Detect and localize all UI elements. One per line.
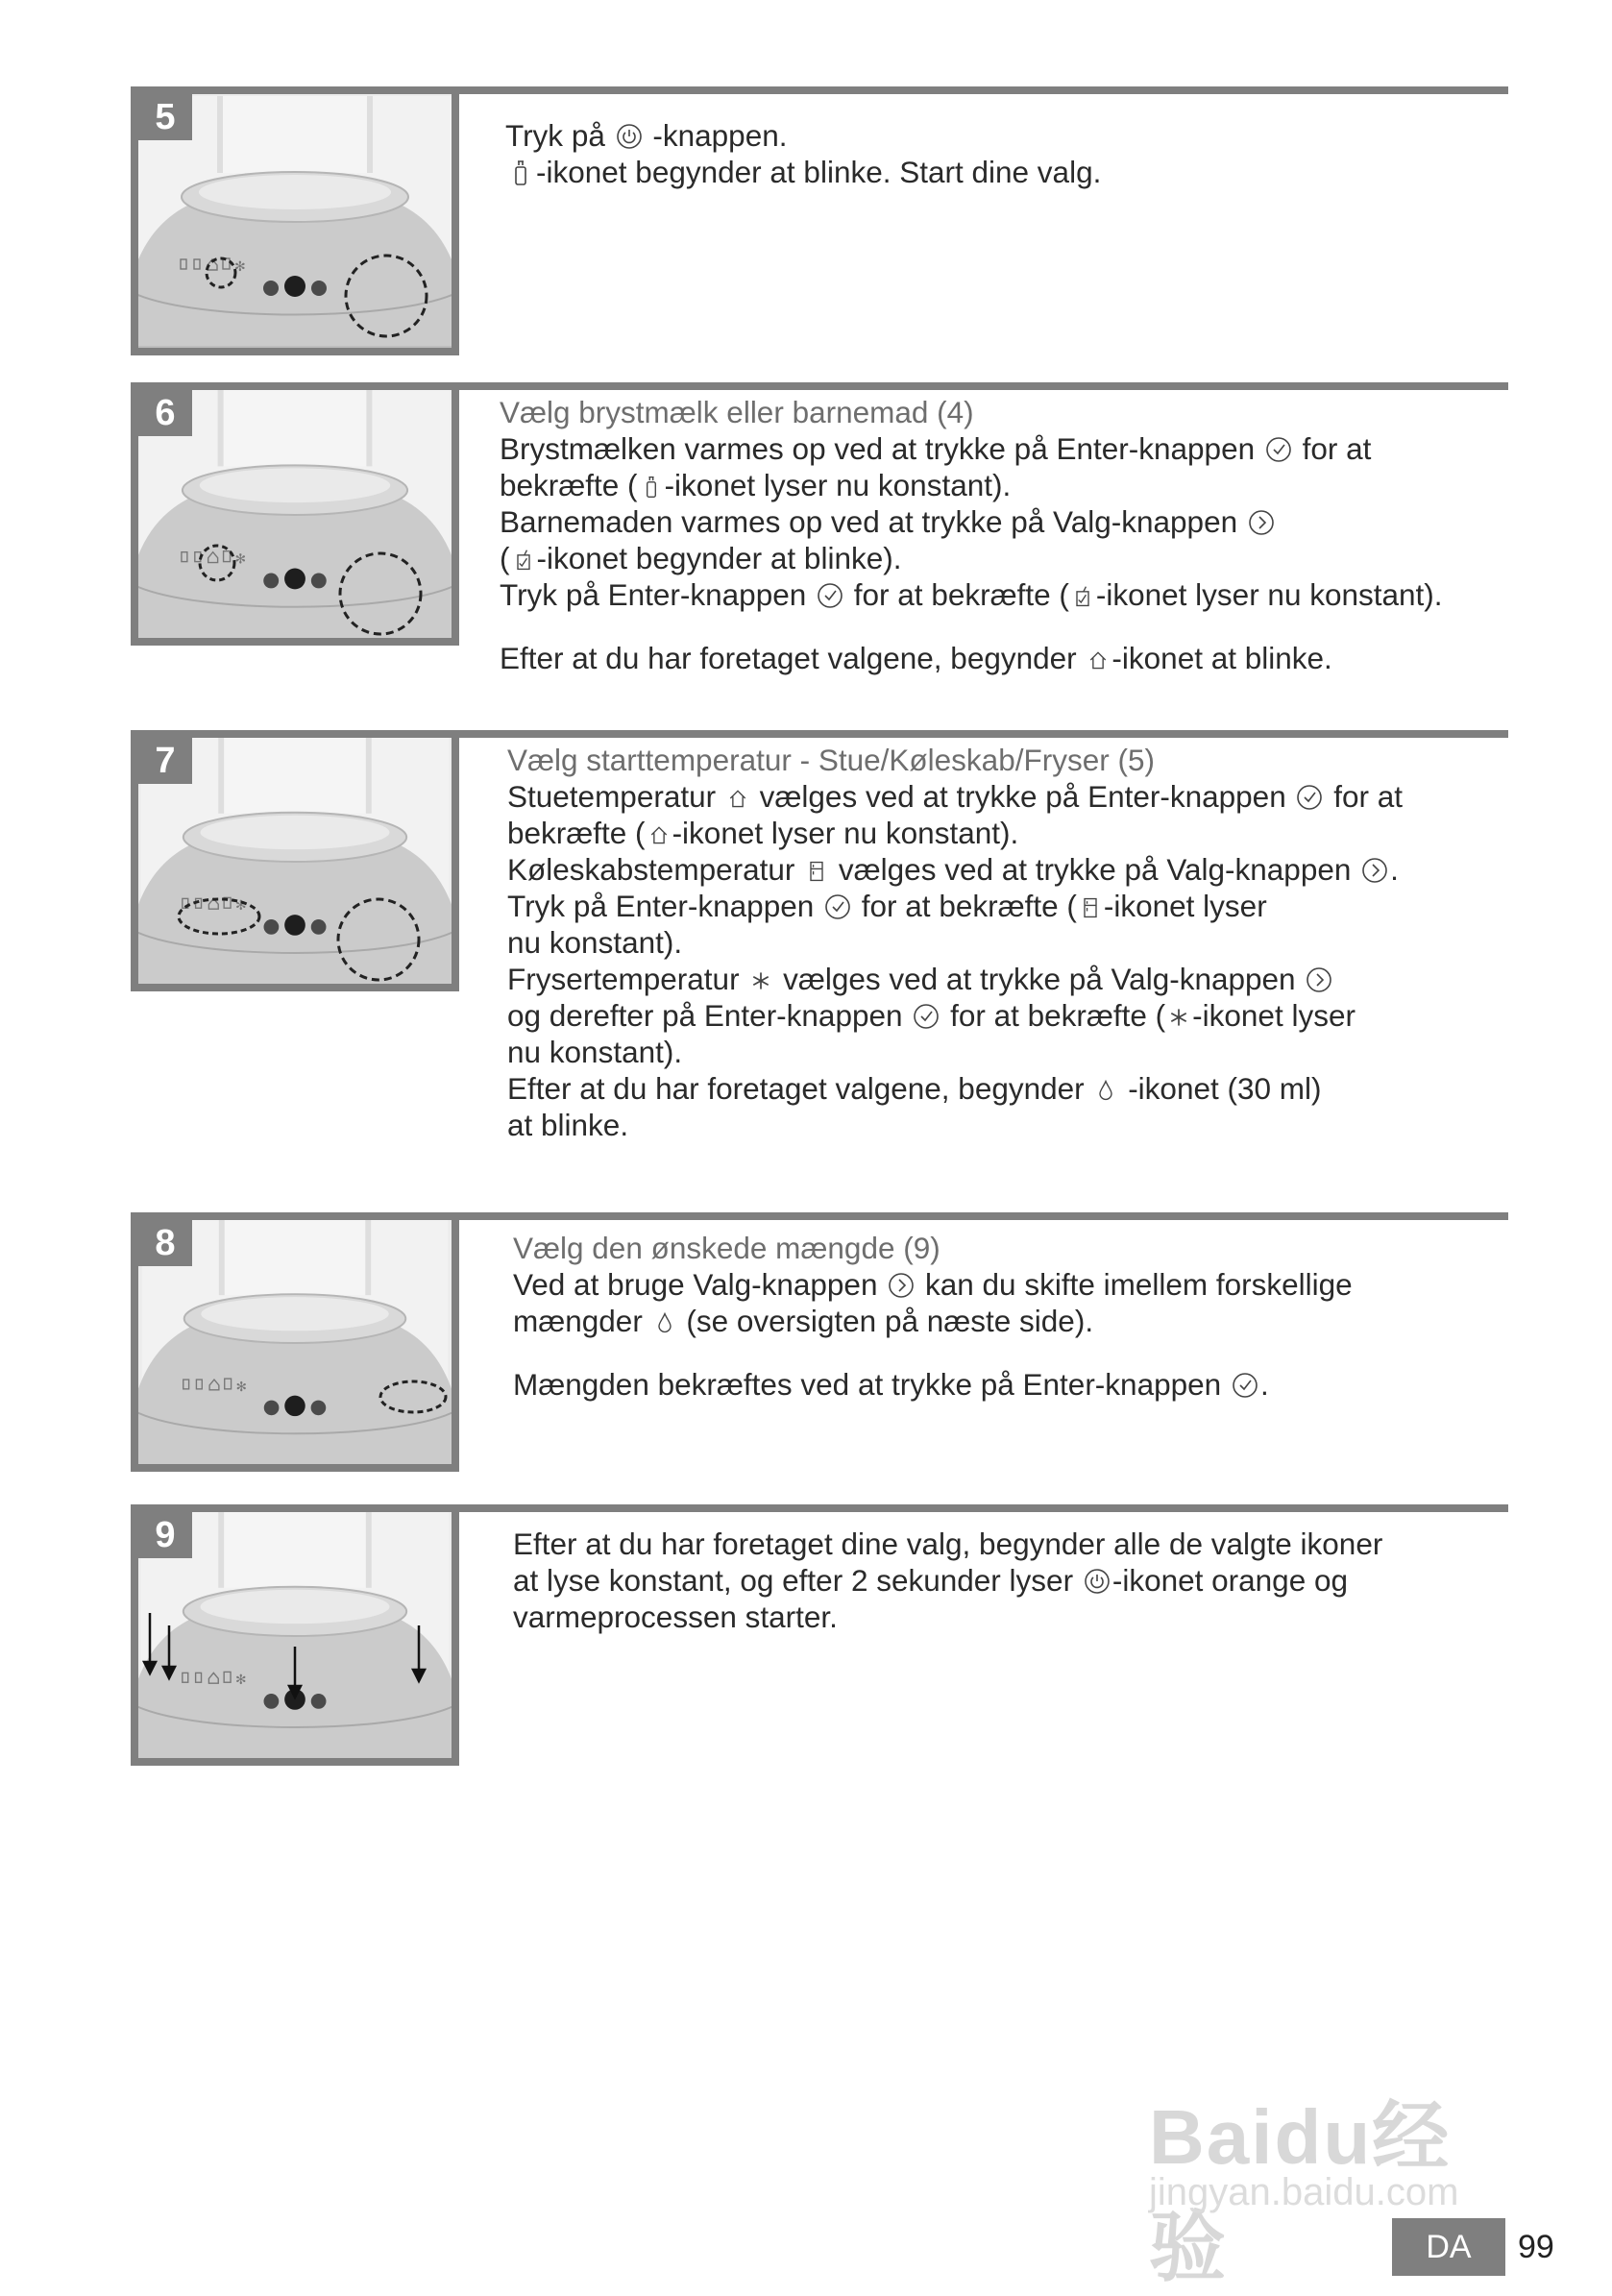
- text-line: nu konstant).: [507, 925, 683, 960]
- text-line: Barnemaden varmes op ved at trykke på Valg-knappen: [500, 503, 1443, 540]
- enter-button-icon: [1265, 436, 1292, 463]
- enter-button-icon: [1296, 784, 1323, 811]
- text-line: Brystmælken varmes op ved at trykke på Enter-knappen for at: [500, 431, 1372, 466]
- select-button-icon: [1306, 966, 1332, 993]
- step-8: [131, 1212, 1508, 1472]
- snowflake-icon: [749, 969, 772, 992]
- text-line: ( -ikonet begynder at blinke).: [500, 541, 902, 575]
- step-5-text: [505, 117, 1101, 190]
- step-9-text: [513, 1526, 1382, 1635]
- text-line: og derefter på Enter-knappen for at bekræfte ( -ikonet lyser: [507, 998, 1356, 1033]
- jar-icon: [1071, 585, 1094, 608]
- enter-button-icon: [824, 893, 851, 920]
- step-7-text: [507, 742, 1403, 1143]
- text-line: varmeprocessen starter.: [513, 1600, 838, 1634]
- text-line: at lyse konstant, og efter 2 sekunder lyser -ikonet orange og: [513, 1563, 1348, 1598]
- watermark-url: jingyan.baidu.com: [1149, 2171, 1459, 2213]
- enter-button-icon: [913, 1003, 940, 1030]
- language-tag: DA: [1392, 2218, 1505, 2276]
- jar-icon: [512, 549, 535, 572]
- text-line: nu konstant).: [507, 1035, 683, 1069]
- house-icon: [1087, 648, 1110, 672]
- page-number: 99: [1518, 2228, 1554, 2265]
- watermark-logo: Baidu经验: [1149, 2094, 1452, 2290]
- text-line: -ikonet begynder at blinke. Start dine valg.: [505, 154, 1101, 190]
- house-icon: [647, 823, 671, 846]
- step-7: [131, 730, 1508, 1191]
- step-number-badge: 7: [138, 738, 192, 784]
- step-5: [131, 86, 1508, 355]
- text-line: Efter at du har foretaget valgene, begynder -ikonet at blinke.: [500, 641, 1332, 675]
- text-line: Tryk på -knappen.: [505, 118, 788, 153]
- step-8-illustration: [131, 1212, 459, 1472]
- step-8-text: [513, 1230, 1353, 1403]
- step-6-text: [500, 394, 1443, 676]
- step-number-badge: 5: [138, 94, 192, 140]
- enter-button-icon: [817, 582, 843, 609]
- step-number-badge: 9: [138, 1512, 192, 1558]
- fridge-icon: [805, 860, 828, 883]
- house-icon: [726, 787, 749, 810]
- step-7-illustration: [131, 730, 459, 991]
- text-line: bekræfte ( -ikonet lyser nu konstant).: [507, 816, 1019, 850]
- step-6-illustration: [131, 382, 459, 646]
- step-6: [131, 382, 1508, 675]
- snowflake-icon: [1167, 1006, 1190, 1029]
- step-title: Vælg den ønskede mængde (9): [513, 1231, 940, 1265]
- bottle-icon: [640, 476, 663, 499]
- text-line: Efter at du har foretaget valgene, begynder -ikonet (30 ml): [507, 1071, 1322, 1106]
- step-9-illustration: [131, 1504, 459, 1766]
- drop-icon: [653, 1311, 676, 1334]
- power-button-icon: [1084, 1568, 1111, 1595]
- text-line: at blinke.: [507, 1108, 629, 1142]
- text-line: bekræfte ( -ikonet lyser nu konstant).: [500, 468, 1012, 502]
- text-line: Ved at bruge Valg-knappen kan du skifte imellem forskellige: [513, 1267, 1353, 1302]
- text-line: Stuetemperatur vælges ved at trykke på Enter-knappen for at: [507, 779, 1404, 814]
- text-line: Mængden bekræftes ved at trykke på Enter-knappen .: [513, 1367, 1269, 1402]
- select-button-icon: [1248, 509, 1275, 536]
- text-line: Efter at du har foretaget dine valg, begynder alle de valgte ikoner: [513, 1527, 1383, 1561]
- text-line: Køleskabstemperatur vælges ved at trykke på Valg-knappen .: [507, 852, 1399, 887]
- drop-icon: [1094, 1079, 1117, 1102]
- text-line: mængder (se oversigten på næste side).: [513, 1304, 1094, 1338]
- step-9: [131, 1504, 1508, 1766]
- text-line: Frysertemperatur vælges ved at trykke på Valg-knappen: [507, 961, 1403, 997]
- text-line: Tryk på Enter-knappen for at bekræfte ( -ikonet lyser: [507, 889, 1267, 923]
- select-button-icon: [888, 1272, 915, 1299]
- power-button-icon: [616, 123, 643, 150]
- text-line: Tryk på Enter-knappen for at bekræfte ( -ikonet lyser nu konstant).: [500, 577, 1443, 612]
- enter-button-icon: [1232, 1372, 1258, 1399]
- step-title: Vælg starttemperatur - Stue/Køleskab/Fryser (5): [507, 743, 1155, 777]
- step-number-badge: 6: [138, 390, 192, 436]
- step-5-illustration: [131, 86, 459, 355]
- step-number-badge: 8: [138, 1220, 192, 1266]
- bottle-icon: [507, 159, 534, 186]
- select-button-icon: [1361, 857, 1388, 884]
- step-title: Vælg brystmælk eller barnemad (4): [500, 395, 974, 429]
- fridge-icon: [1079, 896, 1102, 919]
